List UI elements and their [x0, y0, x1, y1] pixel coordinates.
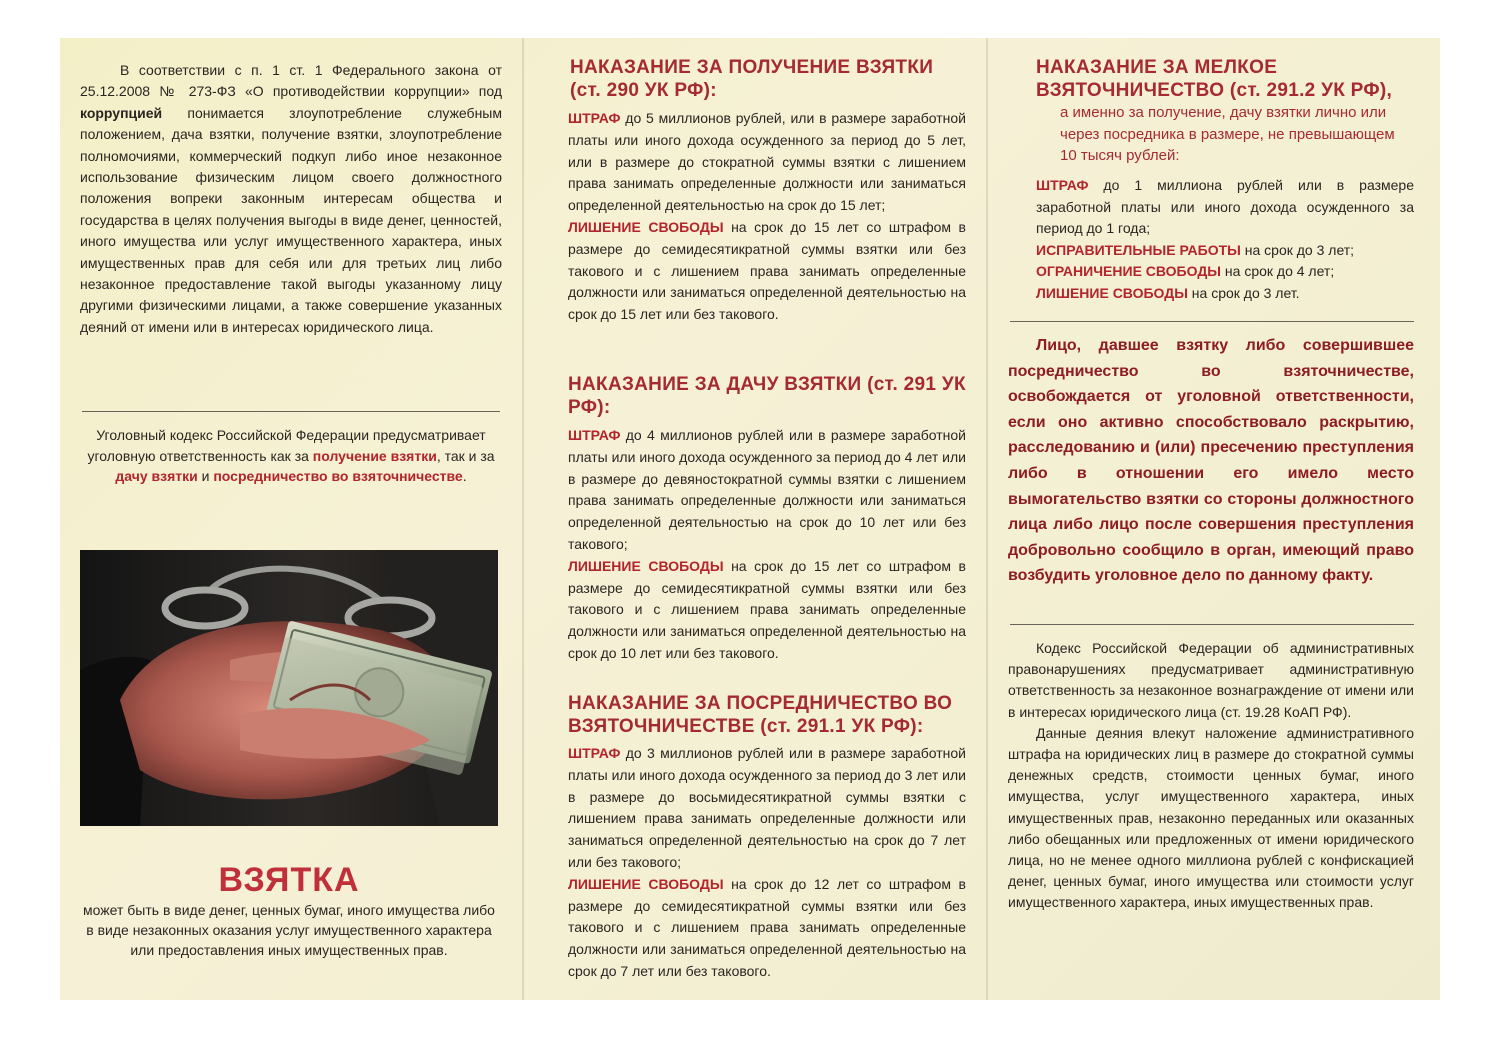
fine-text: до 4 миллионов рублей или в размере заработной платы или иного дохода осужденного за период до 4 лет или в размере до девяностократной суммы взятки с лишением права занимать определенные должности или заниматься определенной деятельностью на срок до 10 лет или без такового;	[568, 427, 966, 552]
heading-art-291-1: НАКАЗАНИЕ ЗА ПОСРЕДНИЧЕСТВО ВО ВЗЯТОЧНИЧЕСТВЕ (ст. 291.1 УК РФ):	[568, 693, 953, 737]
penalty-art-291	[544, 425, 966, 665]
heading-art-291-2-title: НАКАЗАНИЕ ЗА МЕЛКОЕ ВЗЯТОЧНИЧЕСТВО (ст. 291.2 УК РФ),	[1036, 57, 1393, 101]
penalty-art-291-2	[1008, 175, 1414, 305]
restriction-text: на срок до 4 лет;	[1221, 263, 1335, 280]
prison-label: ЛИШЕНИЕ СВОБОДЫ	[568, 875, 724, 892]
fold-line-1	[522, 38, 524, 1000]
bribe-title: ВЗЯТКА	[218, 861, 360, 899]
corruption-definition	[80, 60, 502, 338]
handcuffed-hands-money-photo	[80, 550, 498, 826]
penalty-art-290	[544, 108, 966, 326]
intro-term: коррупцией	[80, 104, 163, 121]
divider	[1010, 624, 1414, 625]
prison-label: ЛИШЕНИЕ СВОБОДЫ	[1036, 284, 1188, 301]
correctional-work-text: на срок до 3 лет;	[1240, 241, 1355, 258]
fine-text: до 1 миллиона рублей или в размере заработной платы или иного дохода осужденного за период до 1 года;	[1036, 177, 1414, 237]
prison-label: ЛИШЕНИЕ СВОБОДЫ	[568, 218, 724, 235]
fine-label: ШТРАФ	[568, 745, 621, 761]
intro-text-a: В соответствии с п. 1 ст. 1 Федерального закона от 25.12.2008 № 273-ФЗ «О противодействии коррупции» под	[80, 62, 502, 100]
heading-art-290: НАКАЗАНИЕ ЗА ПОЛУЧЕНИЕ ВЗЯТКИ (ст. 290 УК РФ):	[570, 57, 934, 101]
uk-note-text-a: Уголовный кодекс Российской Федерации предусматривает уголовную ответственность как за	[87, 427, 486, 464]
fine-label: ШТРАФ	[568, 427, 621, 443]
koap-paragraph-2: Данные деяния влекут наложение административного штрафа на юридических лиц в размере до стократной суммы денежных средств, стоимости ценных бумаг, иного имущества, услуг имущественного характера, иных имущественных прав, незаконно переданных или оказанных либо обещанных или предложенных от имени юридического лица, но не менее одного миллиона рублей с конфискацией денег, ценных бумаг, иного имущества или стоимости услуг имущественного характера, иных имущественных прав.	[1008, 724, 1414, 911]
administrative-code-note	[1008, 638, 1414, 914]
uk-note-keyword-giving: дачу взятки	[115, 468, 198, 484]
fine-label: ШТРАФ	[568, 110, 621, 126]
uk-note-keyword-receiving: получение взятки	[312, 447, 437, 464]
prison-text: на срок до 15 лет со штрафом в размере до семидесятикратной суммы взятки или без такового и с лишением права занимать определенные должности или заниматься определенной деятельностью на срок до 10 лет или без такового.	[568, 557, 966, 661]
heading-art-291-2-subtitle: а именно за получение, дачу взятки лично или через посредника в размере, не превышающем 10 тысяч рублей:	[1060, 104, 1395, 164]
prison-label: ЛИШЕНИЕ СВОБОДЫ	[568, 557, 724, 574]
heading-art-291-2	[1036, 56, 1414, 167]
divider	[1010, 321, 1414, 322]
fold-line-2	[986, 38, 988, 1000]
uk-note-keyword-mediation: посредничество во взяточничестве	[213, 468, 463, 484]
criminal-code-note	[80, 425, 502, 487]
uk-note-text-c: и	[197, 468, 214, 484]
uk-note-text-d: .	[462, 468, 467, 484]
fine-text: до 5 миллионов рублей, или в размере заработной платы или иного дохода осужденного за период до 5 лет, или в размере до стократной суммы взятки с лишением права занимать определенные должности или заниматься определенной деятельностью на срок до 15 лет;	[568, 110, 966, 214]
penalty-art-291-1	[544, 743, 966, 983]
restriction-label: ОГРАНИЧЕНИЕ СВОБОДЫ	[1036, 263, 1222, 280]
uk-note-text-b: , так и за	[436, 447, 495, 464]
prison-text: на срок до 15 лет со штрафом в размере до семидесятикратной суммы взятки или без такового и с лишением права занимать определенные должности или заниматься определенной деятельностью на срок до 15 лет или без такового.	[568, 218, 966, 323]
prison-text: на срок до 3 лет.	[1187, 284, 1300, 301]
correctional-work-label: ИСПРАВИТЕЛЬНЫЕ РАБОТЫ	[1036, 241, 1241, 258]
heading-art-291: НАКАЗАНИЕ ЗА ДАЧУ ВЗЯТКИ (ст. 291 УК РФ):	[568, 374, 966, 418]
divider	[82, 411, 500, 412]
prison-text: на срок до 12 лет со штрафом в размере до семидесятикратной суммы взятки или без такового и с лишением права занимать определенные должности или заниматься определенной деятельностью на срок до 7 лет или без такового.	[568, 875, 966, 979]
fine-label: ШТРАФ	[1036, 177, 1089, 193]
koap-paragraph-1: Кодекс Российской Федерации об административных правонарушениях предусматривает административную ответственность за незаконное вознаграждение от имени или в интересах юридического лица (ст. 19.28 КоАП РФ).	[1008, 640, 1414, 720]
bribe-description: может быть в виде денег, ценных бумаг, иного имущества либо в виде незаконных оказания услуг имущественного характера или предоставления иных имущественных прав.	[83, 902, 495, 958]
liability-release-note: Лицо, давшее взятку либо совершившее посредничество во взяточничестве, освобождается от уголовной ответственности, если оно активно способствовало раскрытию, расследованию и (или) пресечению преступления либо в отношении его имело место вымогательство взятки со стороны должностного лица либо лицо после совершения преступления добровольно сообщило в орган, имеющий право возбудить уголовное дело по данному факту.	[1008, 337, 1414, 585]
intro-text-b: понимается злоупотребление служебным положением, дача взятки, получение взятки, злоупотребление полномочиями, коммерческий подкуп либо иное незаконное использование физическим лицом своего должностного положения вопреки законным интересам общества и государства в целях получения выгоды в виде денег, ценностей, иного имущества или услуг имущественного характера, иных имущественных прав для себя или для третьих лиц либо незаконное предоставление такой выгоды указанному лицу другими физическими лицами, а также совершение указанных деяний от имени или в интересах юридического лица.	[80, 104, 502, 335]
fine-text: до 3 миллионов рублей или в размере заработной платы или иного дохода осужденного за период до 3 лет или в размере до восьмидесятикратной суммы взятки с лишением права занимать определенные должности или заниматься определенной деятельностью на срок до 7 лет или без такового;	[568, 745, 966, 870]
